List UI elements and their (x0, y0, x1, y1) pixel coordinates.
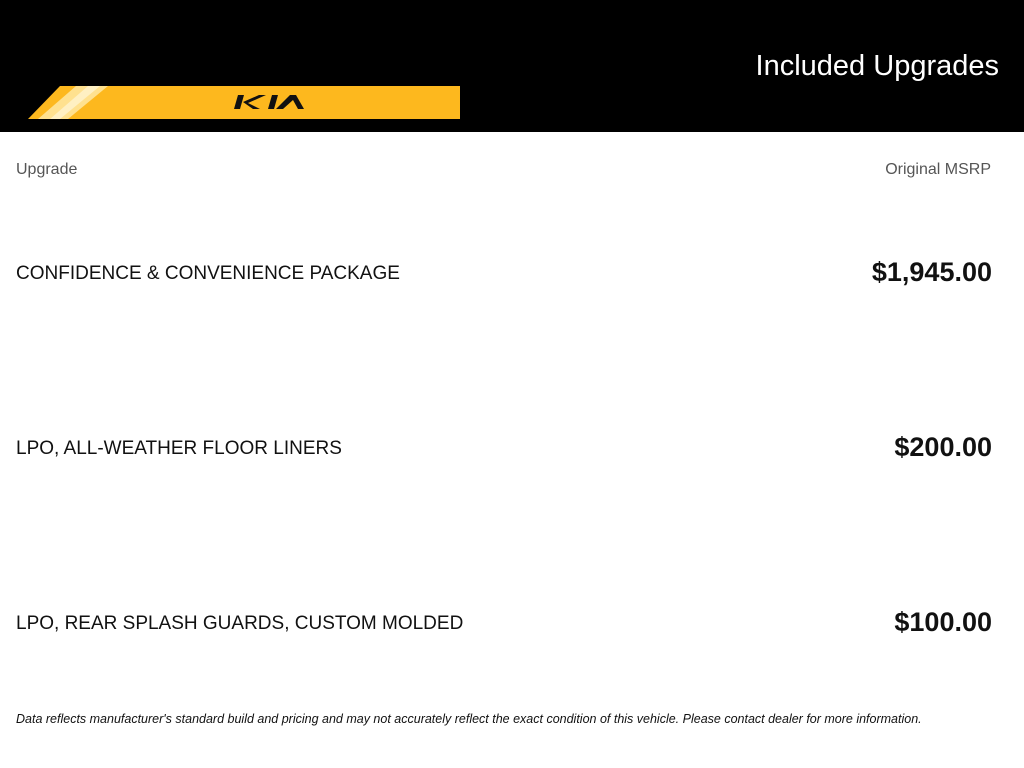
upgrade-price: $200.00 (894, 432, 992, 462)
page-title: Included Upgrades (755, 50, 999, 82)
column-header-upgrade: Upgrade (16, 161, 78, 178)
upgrade-row (16, 430, 992, 466)
upgrade-price: $1,945.00 (871, 257, 992, 287)
upgrade-name: LPO, ALL-WEATHER FLOOR LINERS (16, 438, 342, 459)
header-bar (0, 0, 1024, 132)
upgrade-name: CONFIDENCE & CONVENIENCE PACKAGE (16, 263, 400, 284)
disclaimer-text: Data reflects manufacturer's standard build and pricing and may not accurately reflect the exact condition of this vehicle. Please contact dealer for more information. (16, 712, 922, 726)
upgrade-name: LPO, REAR SPLASH GUARDS, CUSTOM MOLDED (16, 613, 464, 634)
kia-logo-icon (28, 86, 460, 119)
brand-banner (28, 86, 460, 119)
column-header-msrp: Original MSRP (885, 161, 991, 178)
upgrade-row (16, 605, 992, 641)
upgrade-row (16, 255, 992, 291)
upgrade-price: $100.00 (894, 607, 992, 637)
